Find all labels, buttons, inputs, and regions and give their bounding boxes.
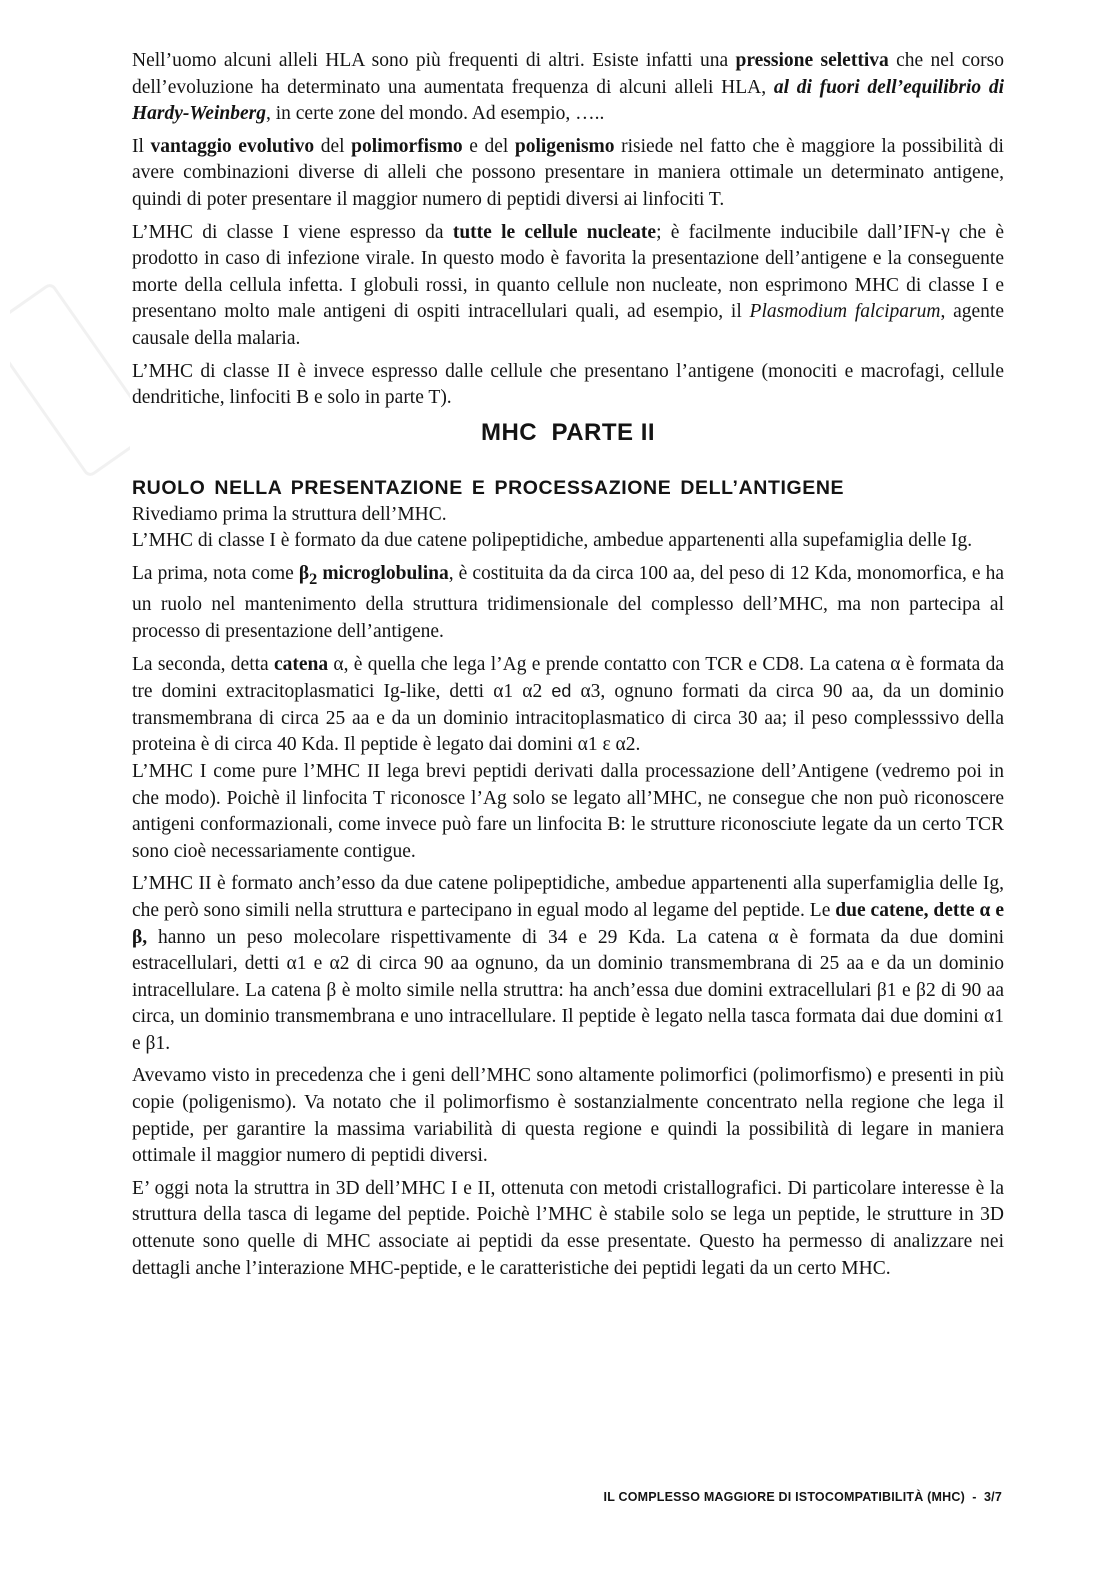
text-run: , è costituita da da circa 100 aa, del peso di 12 Kda, monomorfica, e ha un ruolo nel mantenimento della struttura tridimensionale del complesso dell’MHC, ma non partecipa al processo di presentazione dell’antigene. (132, 562, 1004, 642)
text-run: E’ oggi nota la struttra in 3D dell’MHC I e II, ottenuta con metodi cristallografici. Di particolare interesse è la struttura della tasca di legame del peptide. Poichè l’MHC è stabile solo se lega un peptide, le strutture in 3D ottenute sono quelle di MHC associate ai peptidi da esse presentate. Questo ha permesso di analizzare nei dettagli anche l’interazione MHC-peptide, e le caratteristiche dei peptidi legati da un certo MHC. (132, 1177, 1004, 1279)
bold-term: due catene, dette α e β, (132, 899, 1004, 948)
document-body (132, 48, 1004, 1288)
subscript: 2 (309, 569, 318, 588)
section-heading: RUOLO NELLA PRESENTAZIONE E PROCESSAZIONE DELL’ANTIGENE (132, 476, 845, 499)
text-run: Il (132, 135, 151, 157)
page-footer: IL COMPLESSO MAGGIORE DI ISTOCOMPATIBILITÀ (MHC) - 3/7 (603, 1490, 1002, 1504)
text-run: L’MHC di classe I viene espresso da (132, 221, 453, 243)
paragraph-hla-alleles (132, 48, 1004, 128)
text-run: del (314, 135, 352, 157)
text-run: La prima, nota come (132, 562, 299, 584)
bold-term: β (298, 562, 310, 584)
text-run: Rivediamo prima la struttura dell’MHC. (132, 503, 447, 525)
bold-term: catena (273, 653, 329, 675)
text-run: , agente causale della malaria. (132, 301, 1004, 349)
bold-term: pressione selettiva (735, 50, 889, 71)
text-run: risiede nel fatto che è maggiore la possibilità di avere combinazioni diverse di alleli che possono presentare in maniera ottimale un determinato antigene, quindi di poter presentare il maggior numero di peptidi diversi ai linfociti T. (132, 135, 1004, 210)
text-run: ; è facilmente inducibile dall’IFN-γ che è prodotto in caso di infezione virale. In questo modo è favorita la presentazione dell’antigene e la conseguente morte della cellula infetta. I globuli rossi, in quanto cellule non nucleate, non esprimono MHC di classe I e presentano molto male antigeni di ospiti intracellulari quali, ad esempio, il (132, 221, 1004, 323)
text-run: L’MHC di classe II è invece espresso dalle cellule che presentano l’antigene (monociti e macrofagi, cellule dendritiche, linfociti B e solo in parte T). (132, 360, 1004, 409)
text-run: e del (462, 135, 515, 157)
text-run: , in certe zone del mondo. Ad esempio, ….. (265, 103, 605, 125)
bold-italic-term: al di fuori dell’equilibrio di Hardy-Weinberg (132, 76, 1004, 125)
text-run: Nell’uomo alcuni alleli HLA sono più frequenti di altri. Esiste infatti una (132, 50, 736, 71)
text-run: che nel corso dell’evoluzione ha determinato una aumentata frequenza di alcuni alleli HLA, (132, 50, 1004, 98)
text-run: La seconda, detta (132, 653, 274, 675)
paragraph-3d-structure (132, 1176, 1004, 1282)
paragraph-class-1-chains (132, 528, 1004, 555)
paragraph-structure-intro (132, 502, 1004, 529)
text-run: hanno un peso molecolare rispettivamente di 34 e 29 Kda. La catena α è formata da due domini estracellulari, detti α1 e α2 di circa 90 aa ognuno, da un dominio transmembrana di 25 aa e da un dominio intracellulare. La catena β è molto simile nella struttra: ha anch’essa due domini extracellulari β1 e β2 di 90 aa circa, un dominio transmembrana e uno intracellulare. Il peptide è legato nella tasca formata dai due domini α1 e β1. (132, 926, 1004, 1054)
bold-term: poligenismo (514, 135, 615, 157)
bold-term: vantaggio evolutivo (150, 135, 315, 157)
text-run: Avevamo visto in precedenza che i geni dell’MHC sono altamente polimorfici (polimorfismo) e presenti in più copie (poligenismo). Va notato che il polimorfismo è sostanzialmente concentrato nella regione che lega il peptide, per garantire la massima variabilità di questa regione e quindi la possibilità di legare in maniera ottimale il maggior numero di peptidi diversi. (132, 1065, 1004, 1167)
paragraph-mhc-class-1-expression (132, 220, 1004, 353)
text-run: L’MHC di classe I è formato da due catene polipeptidiche, ambedue appartenenti alla supefamiglia delle Ig. (132, 530, 973, 552)
text-run: L’MHC I come pure l’MHC II lega brevi peptidi derivati dalla processazione dell’Antigene (vedremo poi in che modo). Poichè il linfocita T riconosce l’Ag solo se legato all’MHC, ne consegue che non può riconoscere antigeni conformazionali, come invece può fare un linfocita B: le strutture riconosciute legate da un certo TCR sono cioè necessariamente contigue. (132, 760, 1004, 862)
paragraph-beta2-microglobulin (132, 561, 1004, 646)
paragraph-polymorphism (132, 1063, 1004, 1169)
paragraph-peptide-recognition (132, 759, 1004, 865)
faint-watermark-icon (10, 280, 130, 480)
paragraph-mhc-class-2-chains (132, 871, 1004, 1057)
text-run: ed (551, 681, 572, 702)
paragraph-mhc-class-2-expression (132, 359, 1004, 412)
paragraph-alpha-chain (132, 652, 1004, 759)
italic-term: Plasmodium falciparum (749, 301, 941, 323)
bold-term: tutte le cellule nucleate (452, 221, 657, 243)
bold-term: microglobulina (317, 562, 449, 584)
text-run: α, è quella che lega l’Ag e prende contatto con TCR e CD8. La catena α è formata da tre domini extracitoplasmatici Ig-like, detti α1 α2 (132, 653, 1004, 703)
paragraph-evolutionary-advantage (132, 134, 1004, 214)
text-run: L’MHC II è formato anch’esso da due catene polipeptidiche, ambedue appartenenti alla superfamiglia delle Ig, che però sono simili nella struttura e partecipano in egual modo al legame del peptide. Le (132, 873, 1004, 921)
part-heading: MHC PARTE II (480, 418, 656, 446)
bold-term: polimorfismo (351, 135, 463, 157)
text-run: α3, ognuno formati da circa 90 aa, da un dominio transmembrana di circa 25 aa e da un dominio intracitoplasmatico di circa 30 aa; il peso complesssivo della proteina è di circa 40 Kda. Il peptide è legato dai domini α1 ε α2. (132, 681, 1004, 756)
